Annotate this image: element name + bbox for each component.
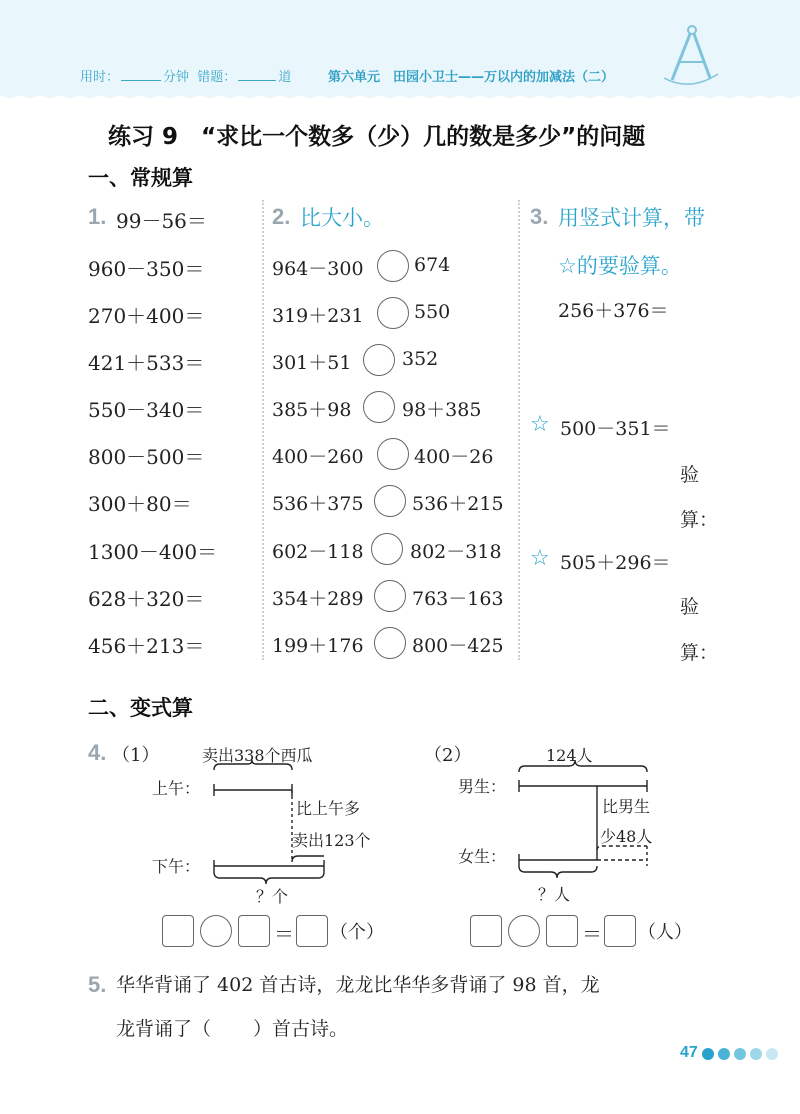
q2-right: 400－26 (414, 446, 494, 468)
q3-item: 500－351＝ (560, 418, 671, 440)
question-label: ？人 (538, 885, 571, 904)
morning-label: 上午： (152, 779, 201, 798)
q5-text-line2 (116, 1014, 348, 1041)
question-label: ？个 (256, 887, 289, 906)
compare-label: 卖出123个 (292, 831, 371, 850)
compare-circle[interactable] (377, 297, 409, 329)
unit-label: （个） (330, 922, 384, 943)
decor-dot (766, 1048, 778, 1060)
answer-box[interactable] (470, 915, 502, 947)
star-icon: ☆ (530, 412, 550, 437)
column-divider (518, 200, 520, 660)
chapter-title: 第六单元 田园小卫士——万以内的加减法（二） (328, 70, 615, 85)
compare-label: 比上午多 (296, 799, 361, 818)
q4-part1-label: （1） (112, 745, 160, 766)
q2-left: 319＋231 (272, 305, 364, 327)
line-diagram-1 (200, 760, 330, 890)
afternoon-label: 下午： (152, 857, 201, 876)
compare-circle[interactable] (363, 391, 395, 423)
operator-circle[interactable] (200, 915, 232, 947)
q2-left: 301＋51 (272, 352, 352, 374)
q2-right: 674 (414, 254, 451, 276)
page-number: 47 (680, 1044, 698, 1061)
q2-right: 536＋215 (412, 493, 504, 515)
decor-dot (750, 1048, 762, 1060)
q1-item: 800－500＝ (88, 445, 205, 469)
q2-right: 98＋385 (402, 399, 482, 421)
compare-circle[interactable] (374, 627, 406, 659)
q5-text-a: 龙背诵了（ (116, 1018, 212, 1040)
compare-circle[interactable] (377, 438, 409, 470)
exercise-title: 练习 9 “求比一个数多（少）几的数是多少”的问题 (108, 124, 646, 150)
q1-item: 300＋80＝ (88, 492, 192, 516)
q2-right: 800－425 (412, 635, 504, 657)
q2-right: 763－163 (412, 588, 504, 610)
compare-circle[interactable] (371, 533, 403, 565)
q2-right: 550 (414, 301, 451, 323)
decor-dot (718, 1048, 730, 1060)
diagram-top-label: 卖出338个西瓜 (202, 746, 313, 765)
q3-item: 256＋376＝ (558, 300, 669, 322)
q1-item: 550－340＝ (88, 398, 205, 422)
decor-dot (734, 1048, 746, 1060)
section-2-title: 二、变式算 (88, 696, 193, 720)
compare-circle[interactable] (374, 485, 406, 517)
q1-item: 628＋320＝ (88, 587, 205, 611)
q4-number: 4. (88, 740, 107, 765)
q1-item: 270＋400＝ (88, 304, 205, 328)
q2-right: 352 (402, 348, 439, 370)
verify-label: 算： (680, 509, 719, 531)
q2-left: 400－260 (272, 446, 364, 468)
q3-number: 3. (530, 204, 549, 229)
q2-left: 964－300 (272, 258, 364, 280)
q1-item: 1300－400＝ (88, 540, 218, 564)
compare-label: 比男生 (602, 797, 651, 816)
unit-label: （人） (638, 922, 692, 943)
compare-circle[interactable] (363, 344, 395, 376)
q1-number: 1. (88, 204, 107, 229)
q1-item: 421＋533＝ (88, 351, 205, 375)
answer-box[interactable] (238, 915, 270, 947)
operator-circle[interactable] (508, 915, 540, 947)
q2-right: 802－318 (410, 541, 502, 563)
q3-item: 505＋296＝ (560, 552, 671, 574)
q1-item: 456＋213＝ (88, 634, 205, 658)
boys-label: 男生： (458, 777, 507, 796)
answer-box[interactable] (546, 915, 578, 947)
q2-heading: 比大小。 (300, 206, 384, 230)
q3-heading-line2: ☆的要验算。 (558, 254, 682, 278)
line-diagram-2 (505, 760, 665, 890)
q2-left: 385＋98 (272, 399, 352, 421)
compare-circle[interactable] (374, 580, 406, 612)
compass-icon (660, 22, 720, 88)
answer-box[interactable] (296, 915, 328, 947)
q3-heading-line1: 用竖式计算，带 (558, 206, 705, 230)
q2-left: 354＋289 (272, 588, 364, 610)
q1-item: 99－56＝ (116, 209, 207, 233)
q2-number: 2. (272, 204, 291, 229)
compare-label: 少48人 (600, 827, 653, 846)
verify-label: 算： (680, 642, 719, 664)
time-label: 用时： 分钟 错题： 道 (80, 70, 292, 85)
q5-text-b: ）首古诗。 (253, 1018, 349, 1040)
section-1-title: 一、常规算 (88, 166, 193, 190)
equals-sign: ＝ (582, 922, 602, 946)
column-divider (262, 200, 264, 660)
equals-sign: ＝ (274, 922, 294, 946)
q5-number: 5. (88, 972, 107, 997)
verify-label: 验 (680, 596, 700, 618)
girls-label: 女生： (458, 847, 507, 866)
star-icon: ☆ (530, 546, 550, 571)
compare-circle[interactable] (377, 250, 409, 282)
q2-left: 602－118 (272, 541, 364, 563)
q1-item: 960－350＝ (88, 257, 205, 281)
q2-left: 536＋375 (272, 493, 364, 515)
diagram-top-label: 124人 (546, 746, 593, 765)
q2-left: 199＋176 (272, 635, 364, 657)
verify-label: 验 (680, 464, 700, 486)
decor-dot (702, 1048, 714, 1060)
q5-text-line1: 华华背诵了 402 首古诗，龙龙比华华多背诵了 98 首，龙 (116, 974, 600, 996)
q4-part2-label: （2） (424, 745, 472, 766)
header-wave (0, 86, 800, 106)
answer-box[interactable] (162, 915, 194, 947)
answer-box[interactable] (604, 915, 636, 947)
